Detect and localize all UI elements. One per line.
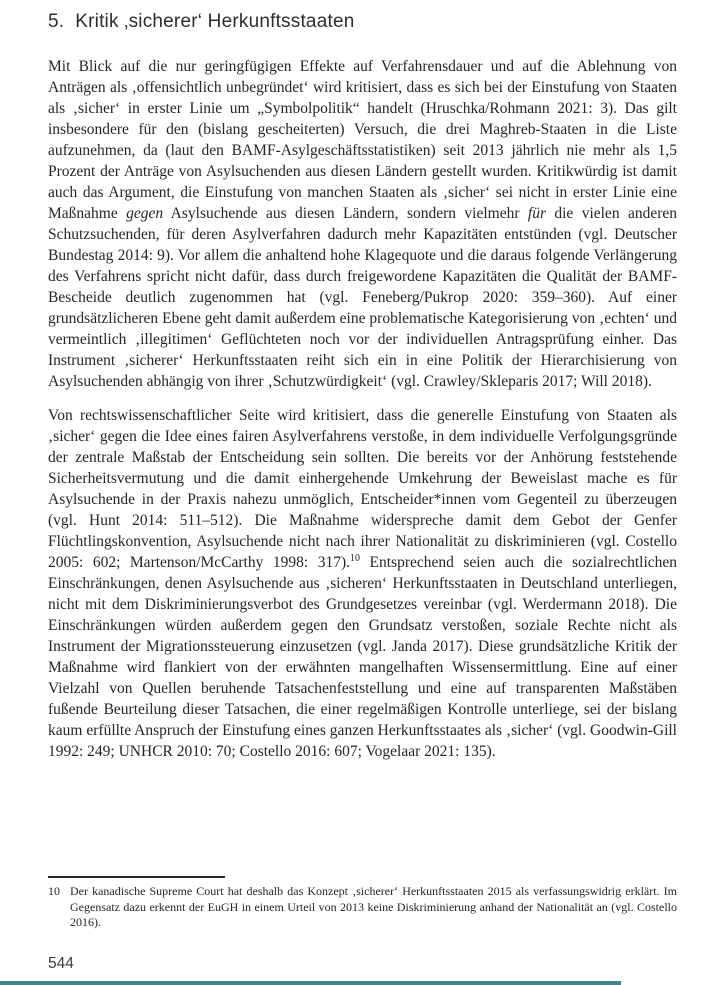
footnote-reference-10: 10	[350, 552, 360, 564]
paragraph-1-italic-fuer: für	[527, 205, 546, 222]
paragraph-1	[48, 56, 677, 392]
footnote-area	[48, 876, 677, 931]
page-content	[48, 9, 677, 762]
section-number: 5.	[48, 11, 65, 32]
section-heading	[48, 9, 677, 35]
section-title: Kritik ‚sicherer‘ Herkunftsstaaten	[75, 11, 355, 32]
paragraph-1-text: Mit Blick auf die nur geringfügigen Effekte auf Verfahrensdauer und auf die Ablehnung von Anträgen als ‚offensichtlich unbegründet‘ wird kritisiert, dass es sich bei der Einstufung von Staaten als ‚sicher‘ in erster Linie um „Symbolpolitik“ handelt (Hruschka/Rohmann 2021: 3). Das gilt insbesondere für den (bislang gescheiterten) Versuch, die drei Maghreb-Staaten in die Liste aufzunehmen, da (laut den BAMF-Asylgeschäftsstatistiken) seit 2013 jährlich nie mehr als 1,5 Prozent der Anträge von Asylsuchenden aus diesen Ländern gestellt wurden. Kritikwürdig ist damit auch das Argument, die Einstufung von manchen Staaten als ‚sicher‘ sei nicht in erster Linie eine Maßnahme	[48, 58, 677, 222]
footnote-text: Der kanadische Supreme Court hat deshalb das Konzept ‚sicherer‘ Herkunftsstaaten 2015 als verfassungswidrig erklärt. Im Gegensatz dazu erkennt der EuGH in einem Urteil von 2013 keine Diskriminierung anhand der Nationalität an (vgl. Costello 2016).	[70, 884, 677, 929]
paragraph-1-text: die vielen anderen Schutzsuchenden, für deren Asylverfahren dadurch mehr Kapazitäten entstünden (vgl. Deutscher Bundestag 2014: 9). Vor allem die anhaltend hohe Klagequote und die daraus folgende Verlängerung des Verfahrens spricht nicht dafür, dass durch freigewordene Kapazitäten die Qualität der BAMF-Bescheide deutlich zugenommen hat (vgl. Feneberg/Pukrop 2020: 359–360). Auf einer grundsätzlicheren Ebene geht damit außerdem eine problematische Kategorisierung von ‚echten‘ und vermeintlich ‚illegitimen‘ Geflüchteten noch vor der individuellen Antragsprüfung einher. Das Instrument ‚sicherer‘ Herkunftsstaaten reiht sich ein in eine Politik der Hierarchisierung von Asylsuchenden abhängig von ihrer ‚Schutzwürdigkeit‘ (vgl. Crawley/Skleparis 2017; Will 2018).	[48, 205, 678, 390]
paragraph-2	[48, 405, 677, 762]
paragraph-2-text: Von rechtswissenschaftlicher Seite wird kritisiert, dass die generelle Einstufung von Staaten als ‚sicher‘ gegen die Idee eines fairen Asylverfahrens verstoße, in dem individuelle Verfolgungsgründe der zentrale Maßstab der Entscheidung sein sollten. Die bereits vor der Anhörung feststehende Sicherheitsvermutung und die damit einhergehende Umkehrung der Beweislast mache es für Asylsuchende in der Praxis nahezu unmöglich, Entscheider*innen vom Gegenteil zu überzeugen (vgl. Hunt 2014: 511–512). Die Maßnahme widerspreche damit dem Gebot der Genfer Flüchtlingskonvention, Asylsuchende nicht nach ihrer Nationalität zu diskriminieren (vgl. Costello 2005: 602; Martenson/McCarthy 1998: 317).	[48, 407, 677, 571]
page-number: 544	[48, 955, 74, 972]
footnote-separator	[48, 876, 225, 878]
footnote-number: 10	[48, 884, 60, 898]
paragraph-2-text: Entsprechend seien auch die sozialrechtlichen Einschränkungen, denen Asylsuchende aus ‚sicheren‘ Herkunftsstaaten in Deutschland unterliegen, nicht mit dem Diskriminierungsverbot des Grundgesetzes vereinbar (vgl. Werdermann 2018). Die Einschränkungen würden außerdem gegen den Grundsatz verstoßen, soziale Rechte nicht als Instrument der Migrationssteuerung einzusetzen (vgl. Janda 2017). Diese grundsätzliche Kritik der Maßnahme wird flankiert von der erwähnten mangelhaften Wissensermittlung. Eine auf einer Vielzahl von Quellen beruhende Tatsachenfeststellung und eine auf transparenten Maßstäben fußende Beurteilung dieser Tatsachen, die einer regelmäßigen Kontrolle unterliege, sei der bislang kaum erfüllte Anspruch der Einstufung eines ganzen Herkunftsstaates als ‚sicher‘ (vgl. Goodwin-Gill 1992: 249; UNHCR 2010: 70; Costello 2016: 607; Vogelaar 2021: 135).	[48, 554, 678, 760]
footnote-10	[48, 884, 677, 931]
paragraph-1-text: Asylsuchende aus diesen Ländern, sondern vielmehr	[163, 205, 528, 222]
paragraph-1-italic-gegen: gegen	[126, 205, 164, 222]
footer-accent-bar	[0, 981, 621, 985]
